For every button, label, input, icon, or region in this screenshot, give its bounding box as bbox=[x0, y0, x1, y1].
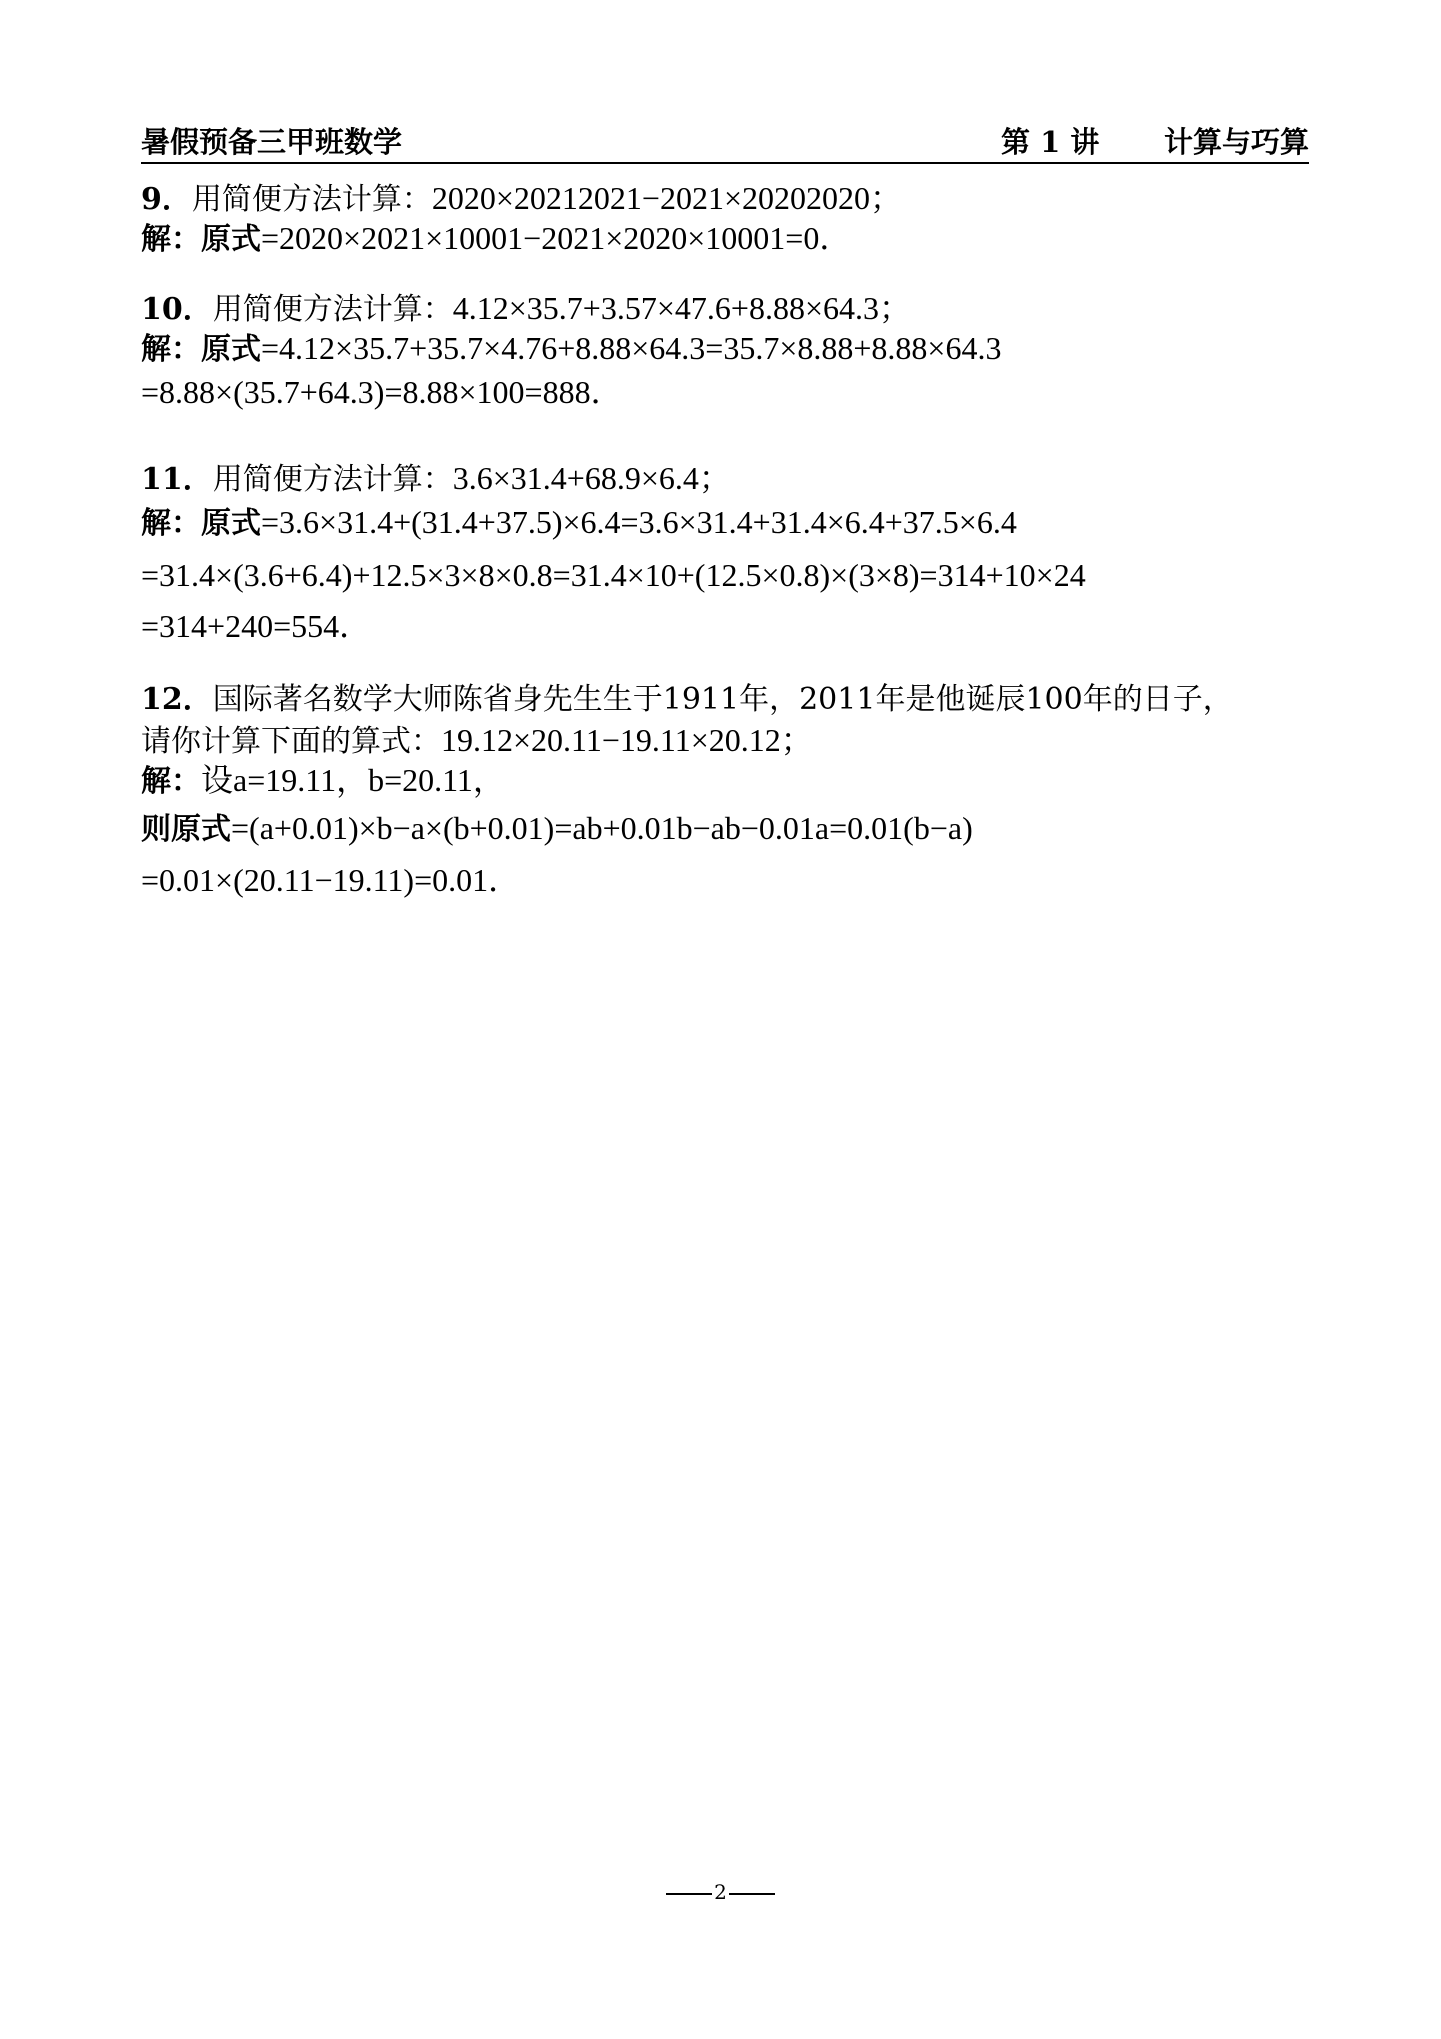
problem-prompt: 用简便方法计算： bbox=[212, 292, 453, 327]
problem-11-solution-cont bbox=[141, 555, 1086, 597]
problem-number: 9． bbox=[141, 182, 192, 217]
problem-number: 11． bbox=[141, 462, 213, 497]
solution-lead: 原式 bbox=[201, 222, 261, 257]
problem-10-solution-cont bbox=[141, 372, 623, 414]
problem-9-question bbox=[141, 178, 902, 220]
problem-number: 10． bbox=[141, 292, 213, 327]
page-header bbox=[141, 118, 1309, 164]
problem-11-solution-cont bbox=[141, 606, 371, 648]
solution-setup: 设a=19.11，b=20.11， bbox=[201, 762, 505, 798]
course-title: 暑假预备三甲班数学 bbox=[141, 125, 403, 159]
problem-12-solution bbox=[141, 808, 973, 850]
problem-12-question bbox=[141, 680, 1233, 720]
solution-line: =31.4×(3.6+6.4)+12.5×3×8×0.8=31.4×10+(12.5×0.8)×(3×8)=314+10×24 bbox=[141, 557, 1086, 593]
problem-12-setup bbox=[141, 760, 505, 802]
solution-lead: 原式 bbox=[201, 506, 261, 541]
solution-line: =(a+0.01)×b−a×(b+0.01)=ab+0.01b−ab−0.01a=0.01(b−a) bbox=[231, 810, 973, 846]
solution-line: =3.6×31.4+(31.4+37.5)×6.4=3.6×31.4+31.4×6.4+37.5×6.4 bbox=[261, 504, 1017, 540]
page-footer bbox=[0, 1880, 1441, 1904]
problem-prompt: 用简便方法计算： bbox=[212, 462, 453, 497]
solution-line: =8.88×(35.7+64.3)=8.88×100=888． bbox=[141, 374, 623, 410]
problem-12-question-cont bbox=[141, 720, 813, 762]
problem-10-question bbox=[141, 288, 911, 330]
problem-9-solution bbox=[141, 218, 851, 260]
solution-line: =2020×2021×10001−2021×2020×10001=0． bbox=[261, 220, 852, 256]
solution-label: 解： bbox=[141, 222, 201, 257]
footer-rule-right bbox=[729, 1893, 775, 1895]
problem-11-question bbox=[141, 458, 731, 500]
solution-line: =314+240=554． bbox=[141, 608, 372, 644]
problem-expression: 19.12×20.11−19.11×20.12； bbox=[441, 722, 813, 758]
lecture-topic: 计算与巧算 bbox=[1163, 125, 1309, 159]
solution-line: =4.12×35.7+35.7×4.76+8.88×64.3=35.7×8.88+8.88×64.3 bbox=[261, 330, 1002, 366]
problem-expression: 4.12×35.7+3.57×47.6+8.88×64.3； bbox=[452, 290, 911, 326]
solution-label: 解： bbox=[141, 506, 201, 541]
solution-label: 解： bbox=[141, 764, 201, 799]
footer-rule-left bbox=[666, 1893, 712, 1895]
problem-prompt: 请你计算下面的算式： bbox=[141, 724, 441, 759]
page-number: 2 bbox=[714, 1880, 727, 1904]
problem-12-solution-cont bbox=[141, 860, 520, 902]
solution-label: 解： bbox=[141, 332, 201, 367]
problem-number: 12． bbox=[141, 682, 213, 717]
solution-line: =0.01×(20.11−19.11)=0.01． bbox=[141, 862, 521, 898]
problem-prompt: 国际著名数学大师陈省身先生生于1911年，2011年是他诞辰100年的日子， bbox=[212, 682, 1233, 717]
problem-10-solution bbox=[141, 328, 1001, 370]
lecture-number: 第 1 讲 bbox=[1001, 125, 1100, 159]
solution-lead: 则原式 bbox=[141, 812, 231, 847]
solution-lead: 原式 bbox=[201, 332, 261, 367]
problem-expression: 2020×20212021−2021×20202020； bbox=[431, 180, 903, 216]
problem-11-solution bbox=[141, 502, 1017, 544]
problem-expression: 3.6×31.4+68.9×6.4； bbox=[452, 460, 731, 496]
problem-prompt: 用简便方法计算： bbox=[191, 182, 432, 217]
